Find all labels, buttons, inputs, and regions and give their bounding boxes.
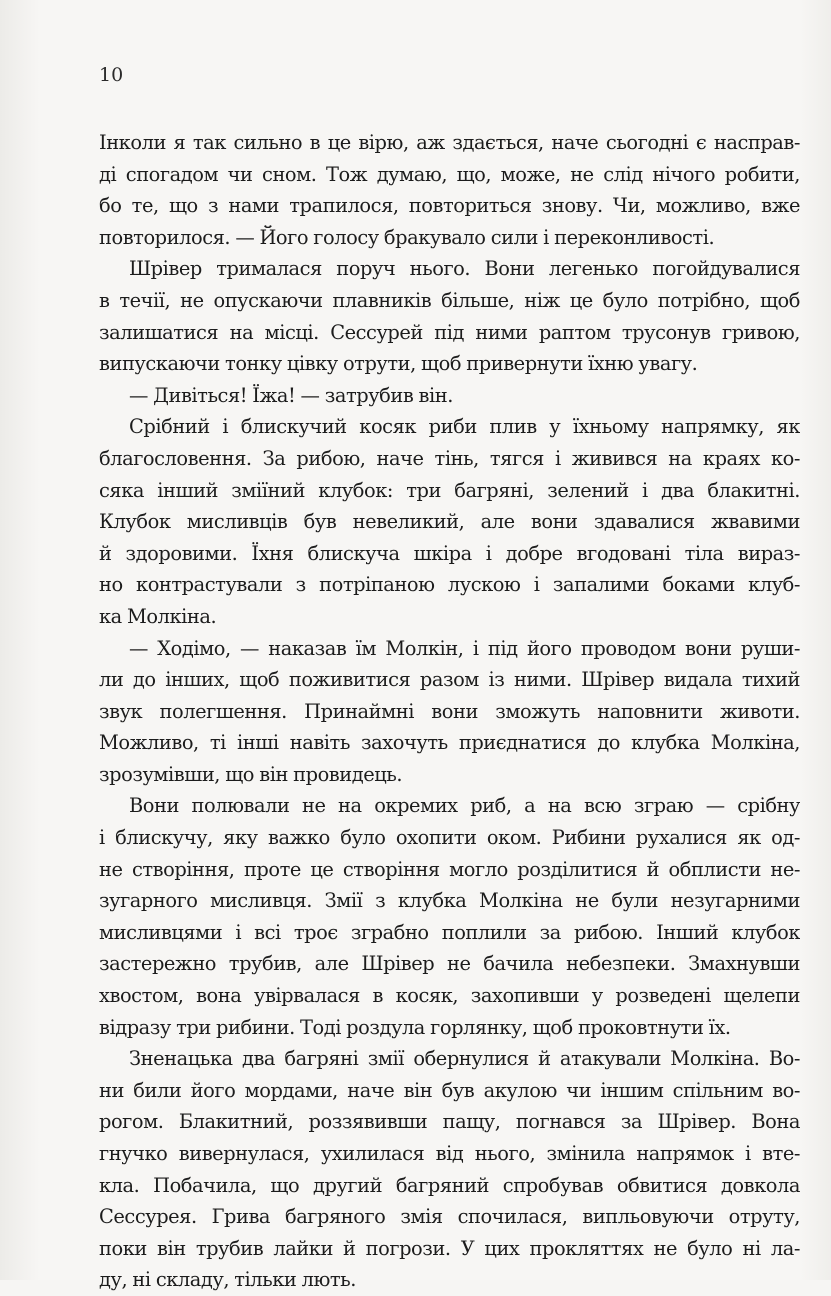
- text-line: рогом. Блакитний, роззявивши пащу, погнався за Шрівер. Вона: [99, 1110, 800, 1134]
- paragraph: [99, 790, 800, 1043]
- text-line: Срібний і блискучий косяк риби плив у їхньому напрямку, як: [129, 415, 800, 439]
- text-line: ді спогадом чи сном. Тож думаю, що, може, не слід нічого робити,: [99, 162, 800, 186]
- paragraph: [99, 1043, 800, 1296]
- text-line: сяка інший зміїний клубок: три багряні, зелений і два блакитні.: [99, 478, 800, 502]
- paragraph: [99, 633, 800, 791]
- text-line: зугарного мисливця. Змії з клубка Молкіна не були незугарними: [99, 889, 800, 913]
- text-line: й здоровими. Їхня блискуча шкіра і добре вгодовані тіла вираз-: [99, 541, 800, 565]
- body-text: [99, 127, 800, 1296]
- paragraph: [99, 127, 800, 253]
- text-line: не створіння, проте це створіння могло розділитися й обплисти не-: [99, 857, 800, 881]
- paragraph: [99, 253, 800, 379]
- text-line: Сессурея. Грива багряного змія спочилася, випльовуючи отруту,: [99, 1205, 800, 1229]
- text-line: ни били його мордами, наче він був акулою чи іншим спільним во-: [99, 1078, 800, 1102]
- paragraph: [99, 411, 800, 632]
- text-line: застережно трубив, але Шрівер не бачила небезпеки. Змахнувши: [99, 952, 800, 976]
- text-line: — Дивіться! Їжа! — затрубив він.: [129, 383, 453, 407]
- text-line: зрозумівши, що він провидець.: [99, 762, 403, 786]
- text-line: ка Молкіна.: [99, 604, 217, 628]
- text-line: мисливцями і всі троє зграбно поплили за рибою. Інший клубок: [99, 920, 800, 944]
- text-line: Інколи я так сильно в це вірю, аж здається, наче сьогодні є насправ-: [99, 131, 800, 154]
- text-line: — Ходімо, — наказав їм Молкін, і під його проводом вони руши-: [129, 636, 800, 660]
- text-line: Можливо, ті інші навіть захочуть приєднатися до клубка Молкіна,: [99, 731, 800, 755]
- text-line: відразу три рибини. Тоді роздула горлянку, щоб проковтнути їх.: [99, 1015, 731, 1039]
- text-line: ду, ні складу, тільки лють.: [99, 1268, 357, 1292]
- text-line: кла. Побачила, що другий багряний спробував обвитися довкола: [99, 1173, 800, 1197]
- text-line: поки він трубив лайки й погрози. У цих прокляттях не було ні ла-: [99, 1236, 800, 1260]
- text-line: Зненацька два багряні змії обернулися й атакували Молкіна. Во-: [129, 1047, 800, 1071]
- text-line: випускаючи тонку цівку отрути, щоб привернути їхню увагу.: [99, 352, 698, 376]
- text-line: хвостом, вона увірвалася в косяк, захопивши у розведені щелепи: [99, 984, 800, 1008]
- text-line: гнучко вивернулася, ухилилася від нього, змінила напрямок і вте-: [99, 1142, 800, 1165]
- text-line: Шрівер трималася поруч нього. Вони легенько погойдувалися: [129, 257, 800, 281]
- paragraph: [99, 380, 800, 412]
- text-line: повторилося. — Його голосу бракувало сили і переконливості.: [99, 225, 715, 249]
- text-line: Клубок мисливців був невеликий, але вони здавалися жвавими: [99, 510, 800, 534]
- text-line: залишатися на місці. Сессурей під ними раптом трусонув гривою,: [99, 320, 800, 344]
- text-line: бо те, що з нами трапилося, повториться знову. Чи, можливо, вже: [99, 194, 800, 218]
- text-line: но контрастували з потріпаною лускою і запалими боками клуб-: [99, 573, 800, 597]
- text-line: Вони полювали не на окремих риб, а на всю зграю — срібну: [129, 794, 800, 818]
- text-line: благословення. За рибою, наче тінь, тягся і живився на краях ко-: [99, 446, 800, 470]
- text-line: в течії, не опускаючи плавників більше, ніж це було потрібно, щоб: [99, 288, 800, 312]
- text-line: і блискучу, яку важко було охопити оком. Рибини рухалися як од-: [99, 826, 800, 850]
- text-line: звук полегшення. Принаймні вони зможуть наповнити животи.: [99, 699, 800, 723]
- text-line: ли до інших, щоб поживитися разом із ними. Шрівер видала тихий: [99, 668, 800, 692]
- page-number: 10: [99, 64, 124, 86]
